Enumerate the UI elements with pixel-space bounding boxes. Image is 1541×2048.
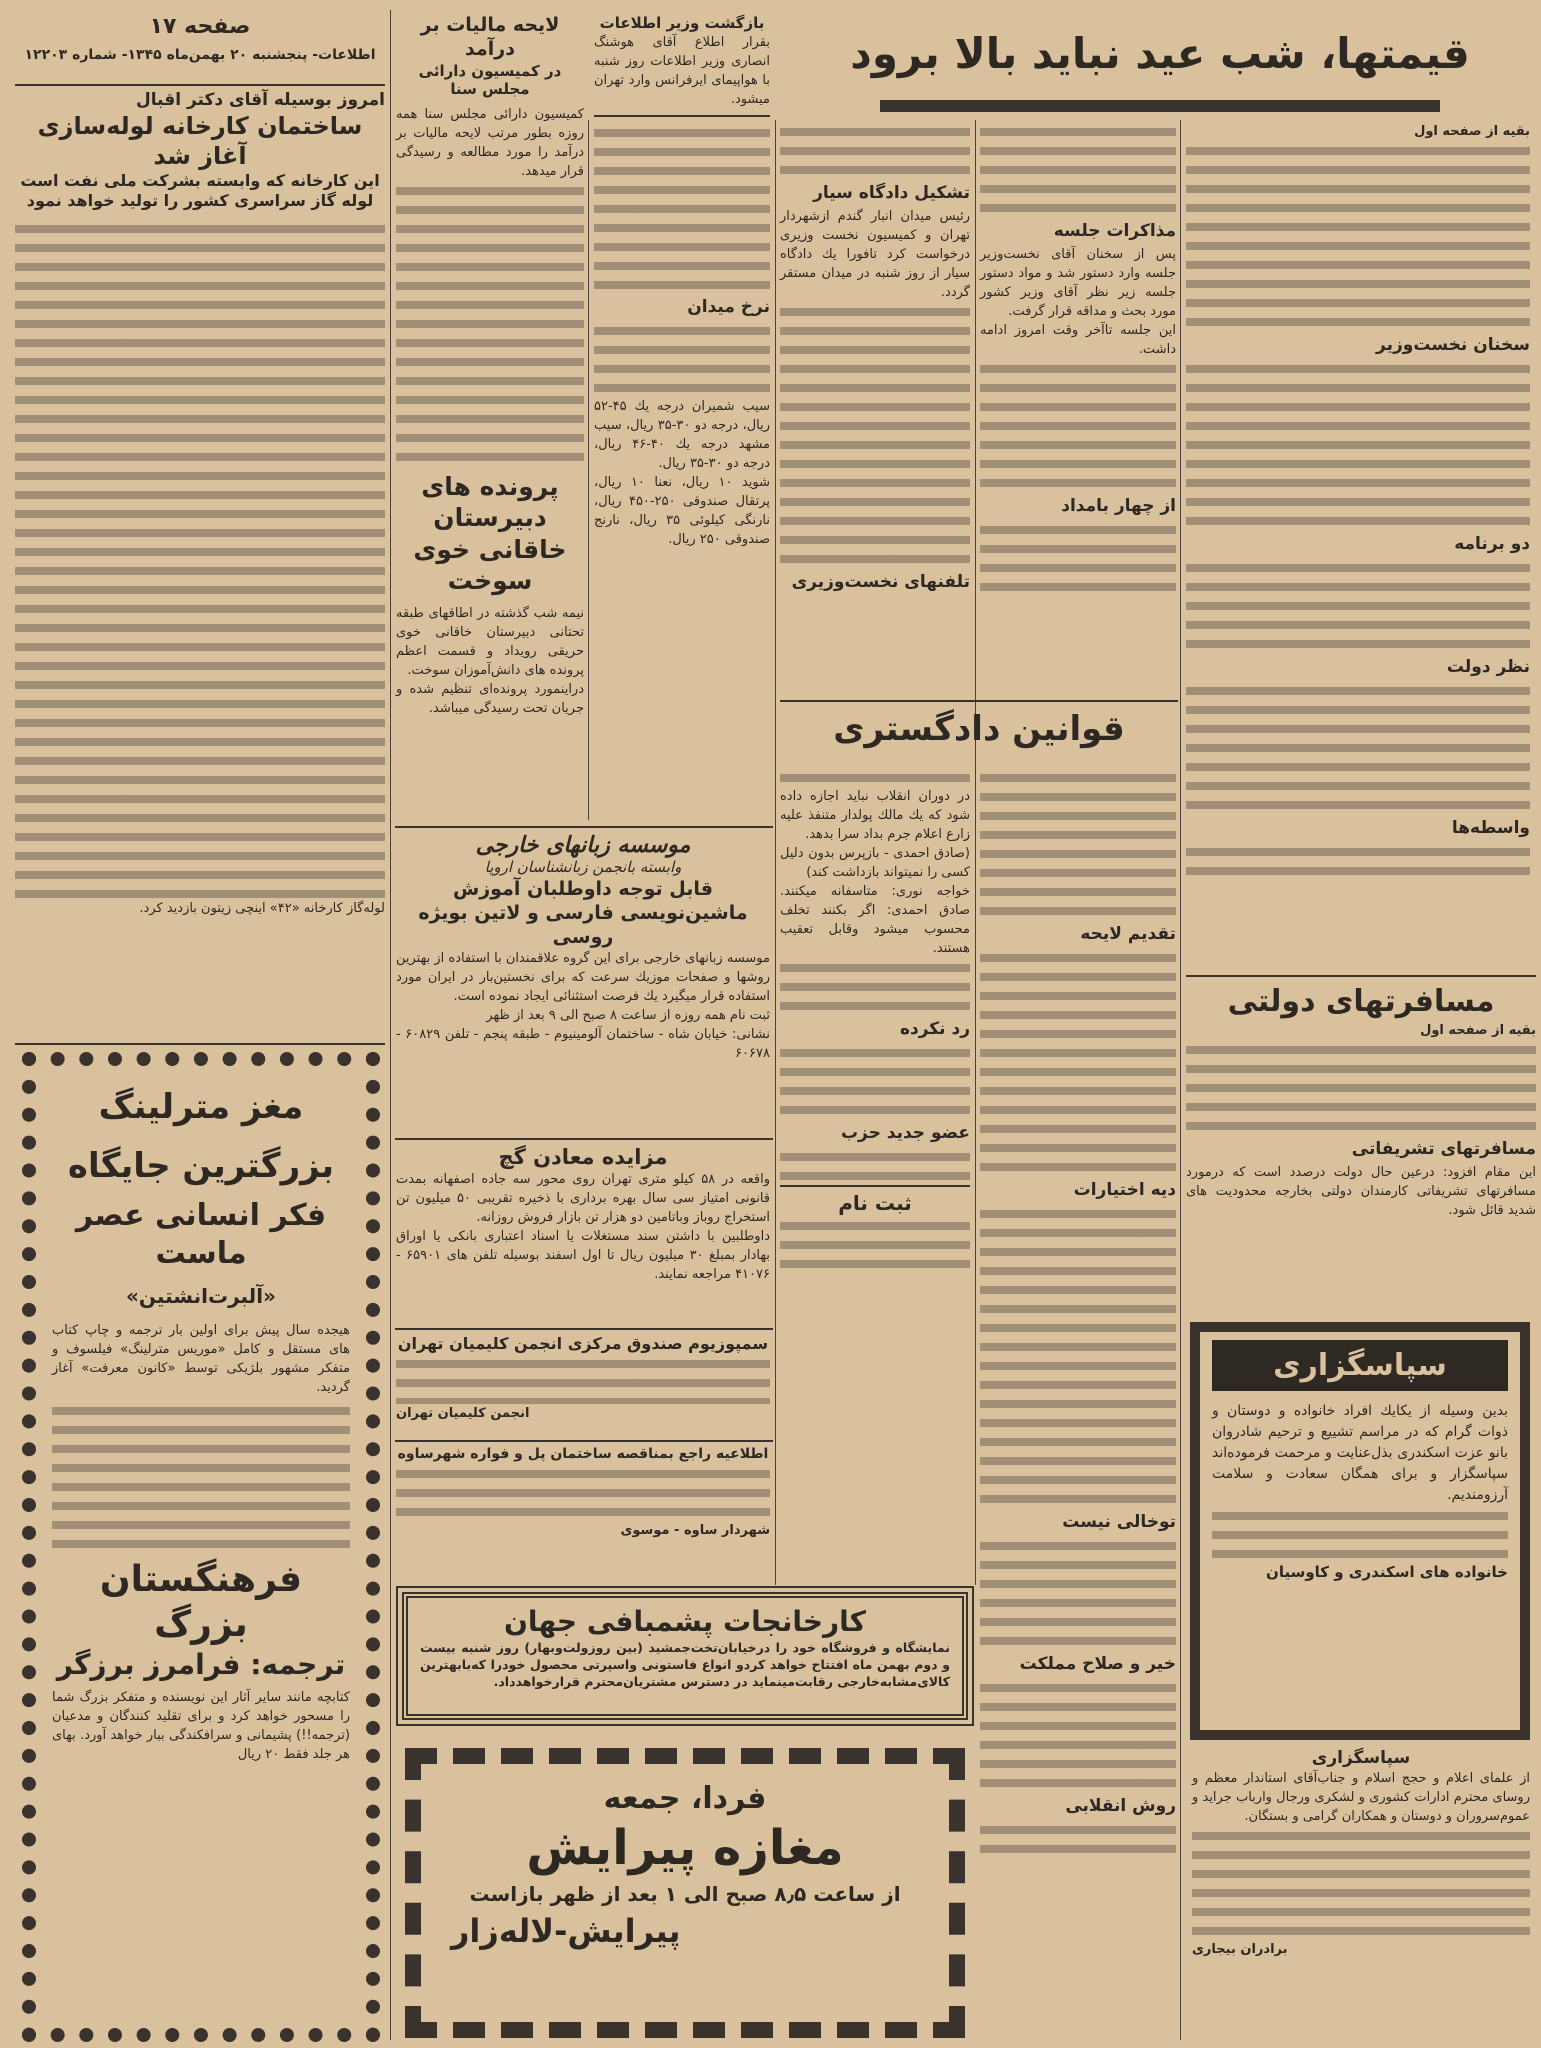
body-text: لوله‌گاز کارخانه «۴۲» اینچی زیتون بازدید کرد. [139,901,385,917]
language-school-ad [396,833,770,1133]
body-text: پس از سخنان آقای نخست‌وزیر جلسه وارد دستور شد و مواد دستور جلسه زیر نظر آقای وزیر کشور مورد بحث و مداقه قرار گرفت. [980,247,1176,319]
divider [780,700,1178,702]
body-text [980,1536,1176,1650]
notice-title: سپاسگزاری [1212,1340,1508,1391]
ad-title: فرهنگستان بزرگ [99,1559,303,1645]
body-text [1186,359,1530,530]
subhead: از چهار بامداد [1061,496,1176,516]
body-text [594,123,770,293]
kicker: امروز بوسیله آقای دکتر اقبال [136,90,385,110]
headline: اطلاعیه راجع بمناقصه ساختمان پل و فواره شهرساوه [397,1446,769,1462]
body-text [780,1216,970,1273]
symposium-notice [396,1334,770,1434]
gov-travel-article [1186,975,1536,1315]
headline: لایحه مالیات بر درآمد [420,14,560,60]
ad-quote-author: «آلبرت‌انشتین» [126,1284,276,1308]
ad-title: بزرگترین جایگاه [67,1145,335,1186]
body-text: بقرار اطلاع آقای هوشنگ انصاری وزیر اطلاعات روز شنبه با هواپیمای ایرفرانس وارد تهران میشود. [594,34,770,107]
body-text: کمیسیون دارائی مجلس سنا همه روزه بطور مرتب لایحه مالیات بر درآمد را مورد مطالعه و رسیدگی قرار میدهد. [396,107,584,179]
body-text [780,1043,970,1119]
wool-factory-ad [402,1592,968,1720]
subhead: مسافرتهای تشریفاتی [1351,1138,1536,1159]
masthead [20,14,380,63]
body-text [594,321,770,397]
subhead: تشکیل دادگاه سیار [813,183,970,203]
main-story-col [980,122,1176,697]
column-rule [588,120,589,820]
body-text [396,1354,770,1404]
pirayesh-shop-ad [405,1748,965,2038]
body-text: (صادق احمدی - بازپرس بدون دلیل کسی را نمیتواند بازداشت کند) [780,846,970,880]
thanks-notice-2 [1192,1748,1530,2040]
column-rule [775,120,776,1585]
subhead: دیه اختیارات [1073,1180,1176,1200]
signature: شهردار ساوه - موسوی [620,1522,770,1538]
divider [395,1328,773,1330]
ad-title: موسسه زبانهای خارجی [475,833,691,858]
headline: پرونده های دبیرستان خاقانی خوی سوخت [413,472,567,595]
subhead: خیر و صلاح مملکت [1019,1654,1176,1674]
notice-body [1192,1826,1530,1940]
body-text: خواجه نوری: متاسفانه میکنند. صادق احمدی: اگر بکنند تخلف محسوب میشود وقابل تعقیب هستند. [780,884,970,956]
body-text [780,122,970,179]
body-text [780,958,970,1015]
main-headline: قیمتها، شب عید نباید بالا برود [850,29,1470,78]
notice-body: بدین وسیله از یکایك افراد خانواده و دوستان و ذوات گرام که در مراسم تشییع و ترحیم شادروان بانو عزت اسکندری بذل‌عنایت و مرحمت فرموده‌اند سپاسگزار و برای همگان سعادت و سلامت آرزومندیم. [1212,1403,1508,1503]
body-text: شوید ۱۰ ریال، نعنا ۱۰ ریال، پرتقال صندوقی ۲۵۰-۴۵۰ ریال، نارنگی کیلوئی ۳۵ ریال، نارنج صندوقی ۲۵۰ ریال. [594,474,770,547]
subhead: سخنان نخست‌وزیر [1376,335,1530,355]
signature: انجمن کلیمیان تهران [396,1406,530,1421]
body-text [780,768,970,787]
courts-col [980,768,1176,2040]
gypsum-auction [396,1144,770,1319]
body-text [1186,141,1530,331]
ad-hours: از ساعت ۸٫۵ صبح الی ۱ بعد از ظهر بازاست [469,1881,901,1906]
body-text: این جلسه تاآخر وقت امروز ادامه داشت. [980,323,1176,357]
body-text: سیب شمیران درجه یك ۴۵-۵۲ ریال، درجه دو ۳۰-۳۵ ریال، سیب مشهد درجه یك ۴۰-۴۶ ریال، درجه دو ۳۰-۳۵ ریال. [594,398,771,471]
subhead: دو برنامه [1454,534,1530,554]
body-text: این مقام افزود: درعین حال دولت درصدد است که درمورد مسافرتهای تشریفاتی کارمندان دولتی بخارجه محدودیت های شدید قائل شود. [1186,1164,1536,1218]
subhead: نرخ میدان [687,296,770,317]
subhead: مذاکرات جلسه [1053,221,1176,241]
subhead: روش انقلابی [1065,1796,1176,1816]
ad-affiliation: وابسته بانجمن زبانشناسان اروپا [484,858,682,876]
dateline: اطلاعات- پنجشنبه ۲۰ بهمن‌ماه ۱۳۴۵- شماره ۱۲۲۰۳ [24,47,376,63]
ad-title: فکر انسانی عصر ماست [75,1198,327,1271]
subhead: نظر دولت [1446,657,1530,677]
subhead: تقدیم لایحه [1080,924,1176,944]
courts-col [780,768,970,1583]
body-text [1186,1040,1536,1135]
headline: بازگشت وزیر اطلاعات [599,14,765,32]
subhead: تلفنهای نخست‌وزیری [791,572,970,592]
thanks-notice [1190,1322,1530,1740]
subhead: رد نکرده [899,1019,970,1039]
ad-body [52,1401,350,1551]
body-text [1186,842,1530,880]
column-rule [975,120,976,1585]
body-text [1186,558,1530,653]
body-text [980,359,1176,492]
continued-label: بقیه از صفحه اول [1414,124,1530,139]
ad-title: مغازه پیرایش [526,1819,844,1876]
ad-body: موسسه زبانهای خارجی برای این گروه علاقمندان با استفاده از بهترین روشها و صفحات موزیك سرعت که برای نخستین‌بار در ایران مورد استفاده قرار میگیرد یك فرصت استثنائی ایجاد نموده است. [396,951,770,1005]
body-text: نیمه شب گذشته در اطاقهای طبقه تحتانی دبیرستان خاقانی خوی حریقی رویداد و قسمت اعظم پرونده های دانش‌آموزان سوخت. [396,606,584,678]
headline: مسافرتهای دولتی [1227,984,1495,1019]
body-text [396,181,584,461]
pipe-factory-article [15,90,385,1040]
signature: برادران بیجاری [1192,1942,1288,1958]
ad-title: کارخانجات پشمبافی جهان [504,1605,866,1638]
ad-body: هیجده سال پیش برای اولین بار ترجمه و چاپ کتاب های مستقل و کامل «موریس مترلینگ» فیلسوف و متفکر مشهور بلژیکی توسط «کانون معرفت» آغاز گردید. [52,1323,350,1395]
body-text [780,1147,970,1185]
body-text [396,1464,770,1521]
signature: خانواده های اسکندری و کاوسیان [1266,1563,1508,1581]
main-story-col [1186,122,1530,967]
ad-body: کتابچه مانند سایر آثار این نویسنده و متفکر بزرگ شما را مسحور خواهد کرد و برای تقلید کنندگان و مدعیان (ترجمه!!) پشیمانی و سرافکندگی ببار خواهد آورد. بهای هر جلد فقط ۲۰ ریال [52,1690,350,1762]
headline: سمپوزیوم صندوق مرکزی انجمن کلیمیان تهران [397,1334,769,1353]
body-text: واقعه در ۵۸ کیلو متری تهران روی محور سه جاده اصفهانه بمدت قانونی امتیاز سی سال بهره برداری با ذخیره تقریبی ۵۰ میلیون تن استخراج روباز وباتامین دو هزار تن بازار فروش روزانه. [396,1172,771,1226]
registry-headline: ثبت نام [780,1185,970,1216]
body-text: رئیس میدان انبار گندم ازشهردار تهران و کمیسیون نخست وزیری درخواست کرد تافورا یك دادگاه سیار از روز شنبه در میدان مستقر گردد. [780,209,970,300]
ad-body: نمایشگاه و فروشگاه خود را درخیابان‌تخت‌جمشید (بین روزولت‌وبهار) روز شنبه بیست و دوم بهمن ماه افتتاح خواهد کردو انواع فاستونی واسپرتی محصول خودرا که‌بابهترین کالای‌مشابه‌خارجی رقابت‌مینماید در دسترس مشتریان‌محترم قرارخواهدداد. [420,1640,950,1689]
ad-address: پیرایش-لاله‌زار [451,1911,681,1950]
continued-label: بقیه از صفحه اول [1420,1022,1536,1038]
notice-title: سپاسگزاری [1311,1748,1411,1768]
body-text [980,122,1176,217]
ad-address: نشانی: خیابان شاه - ساختمان آلومینیوم - طبقه پنجم - تلفن ۶۰۸۲۹ - ۶۰۶۷۸ [396,1027,770,1062]
headline: ساختمان کارخانه لوله‌سازی آغاز شد [37,112,363,171]
subhead: واسطه‌ها [1451,818,1530,838]
body-text: در دوران انقلاب نباید اجازه داده شود که یك مالك پولدار متنفذ علیه زارع اعلام جرم بداد سرا بدهد. [780,789,970,842]
divider [395,1138,773,1140]
ad-headline: قابل توجه داوطلبان آموزش ماشین‌نویسی فارسی و لاتین بویژه روسی [418,878,748,948]
body-text [15,219,385,899]
ad-line: فردا، جمعه [603,1781,767,1816]
notice-body: از علمای اعلام و حجج اسلام و جناب‌آقای استاندار معظم و روسای محترم ادارات کشوری و لشکری ورجال وارباب جراید و عموم‌سروران و دوستان و همکاران گرامی و بستگان. [1192,1771,1530,1825]
courts-headline: قوانین دادگستری [833,709,1125,749]
tax-bill-article [396,14,584,819]
deck: در کمیسیون دارائی مجلس سنا [418,61,562,99]
divider [395,1440,773,1442]
headline: مزایده معادن گچ [498,1145,668,1169]
body-text [780,302,970,568]
column-rule [1180,120,1181,2040]
notice-body [1212,1506,1508,1563]
body-text [980,768,1176,920]
body-text [980,1204,1176,1508]
headline-bar [880,100,1440,112]
page-number: صفحه ۱۷ [149,14,251,39]
body-text [1186,681,1530,814]
main-story-col [780,122,970,697]
divider [15,84,385,86]
body-text [980,948,1176,1176]
subhead: عضو جدید حزب [840,1123,970,1143]
ad-title: مغز مترلینگ [98,1087,304,1127]
deck: این کارخانه که وابسته بشرکت ملی نفت است لوله گاز سراسری کشور را تولید خواهد نمود [20,171,380,211]
book-ad [22,1052,380,2042]
body-text: داوطلبین با داشتن سند مستغلات یا اسناد اعتباری بانکی یا اوراق بهادار بمبلغ ۳۰ میلیون ریال تا اول اسفند بوسیله تلفن های ۶۵۹۰۱ - ۴۱۰۷۶ مراجعه نمایند. [396,1229,771,1283]
body-text [980,1820,1176,1858]
minister-return-article [594,14,770,819]
body-text: دراینمورد پرونده‌ای تنظیم شده و جریان تحت رسیدگی میباشد. [396,682,584,716]
divider [395,826,773,828]
tender-notice [396,1446,770,1581]
ad-translator: ترجمه: فرامرز برزگر [56,1648,346,1681]
subhead: توخالی نیست [1062,1512,1176,1532]
column-rule [390,10,391,2040]
divider [15,1043,385,1045]
body-text [980,520,1176,596]
body-text [980,1678,1176,1792]
ad-registration: ثبت نام همه روزه از ساعت ۸ صبح الی ۹ بعد از ظهر [486,1008,770,1024]
